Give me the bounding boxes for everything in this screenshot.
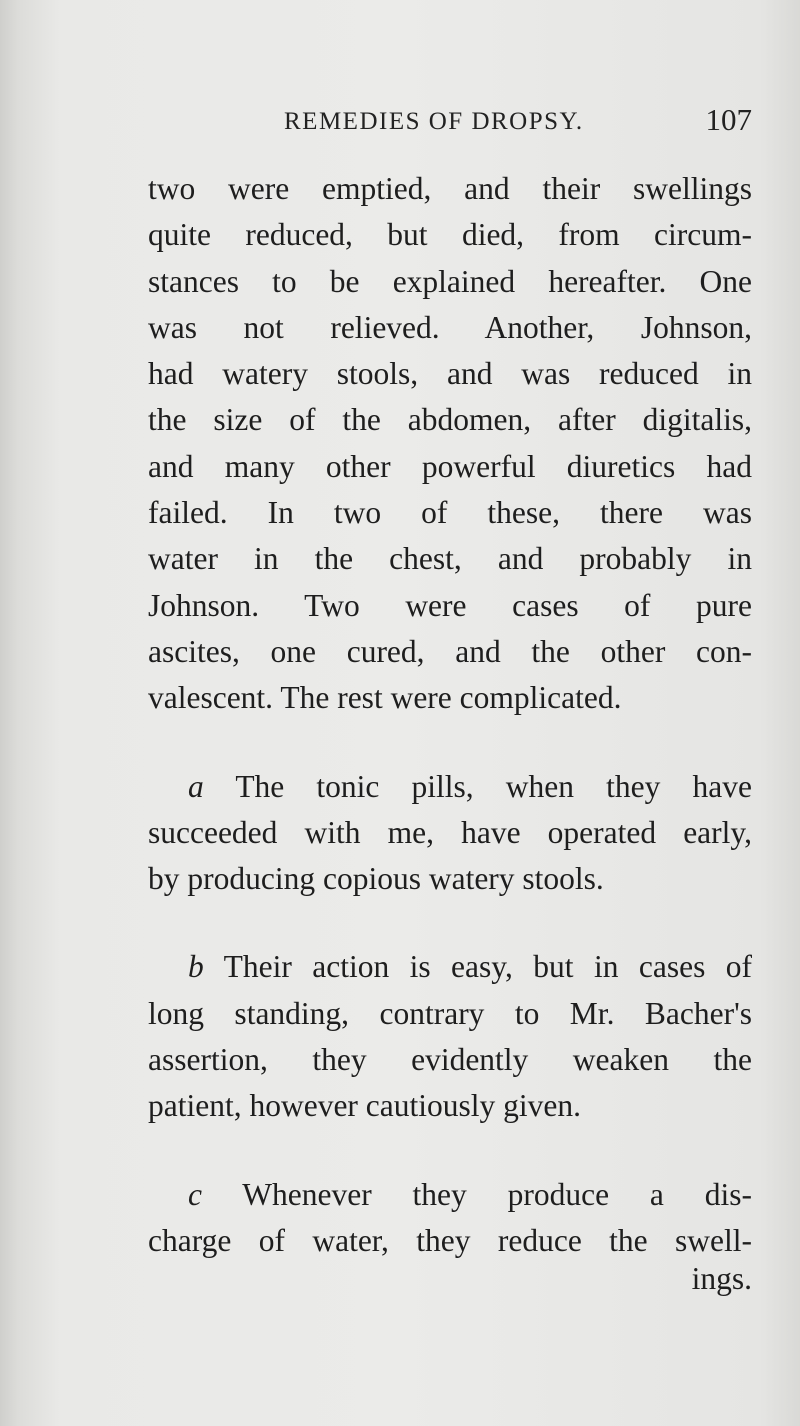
- note-label: c: [188, 1176, 202, 1212]
- text-line: by producing copious watery stools.: [148, 861, 604, 897]
- text-line: [148, 944, 752, 990]
- text-line: Johnson. Two were cases of pure: [148, 587, 752, 623]
- text-line: water in the chest, and probably in: [148, 541, 752, 577]
- text-line: stances to be explained hereafter. One: [148, 263, 752, 299]
- text-line: was not relieved. Another, Johnson,: [148, 309, 752, 345]
- text-line: quite reduced, but died, from circum-: [148, 217, 752, 253]
- text-line: failed. In two of these, there was: [148, 495, 752, 531]
- text-line: ascites, one cured, and the other con-: [148, 633, 752, 669]
- text-line-content: Whenever they produce a dis-: [242, 1176, 752, 1212]
- text-line: and many other powerful diuretics had: [148, 448, 752, 484]
- text-line: valescent. The rest were complicated.: [148, 680, 622, 716]
- body-text: [148, 166, 752, 1264]
- text-line: charge of water, they reduce the swell-: [148, 1222, 752, 1258]
- text-line-content: Their action is easy, but in cases of: [223, 949, 752, 985]
- text-line: [148, 764, 752, 810]
- text-line-content: The tonic pills, when they have: [235, 768, 752, 804]
- text-line: had watery stools, and was reduced in: [148, 356, 752, 392]
- text-line: two were emptied, and their swellings: [148, 171, 752, 206]
- paragraph: [148, 166, 752, 722]
- text-line: patient, however cautiously given.: [148, 1088, 582, 1124]
- note-paragraph-c: [148, 1172, 752, 1265]
- text-line: succeeded with me, have operated early,: [148, 814, 752, 850]
- catchword: ings.: [691, 1261, 752, 1296]
- note-label: b: [188, 949, 204, 985]
- text-line: long standing, contrary to Mr. Bacher's: [148, 995, 752, 1031]
- note-paragraph-a: [148, 764, 752, 903]
- page-header: [148, 98, 752, 142]
- page-number: 107: [705, 102, 752, 137]
- text-line: assertion, they evidently weaken the: [148, 1042, 752, 1078]
- note-label: a: [188, 768, 204, 804]
- running-head: REMEDIES OF DROPSY.: [284, 108, 584, 135]
- text-line: the size of the abdomen, after digitalis,: [148, 402, 752, 438]
- note-paragraph-b: [148, 944, 752, 1129]
- text-line: [148, 1172, 752, 1218]
